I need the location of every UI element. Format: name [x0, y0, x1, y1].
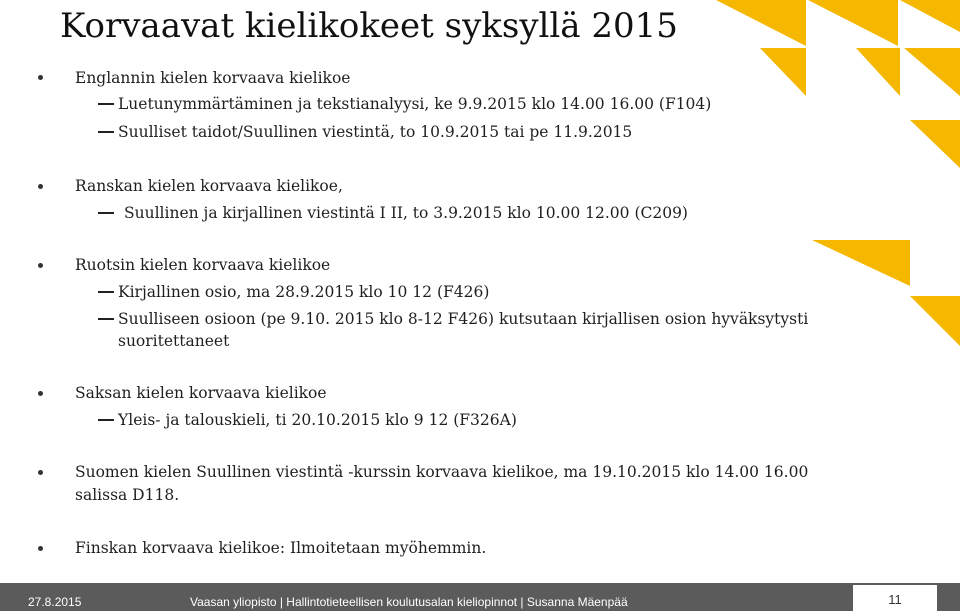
list-item: Yleis- ja talouskieli, ti 20.10.2015 klo 9 12 (F326A) [118, 411, 517, 429]
page-number: 11 [888, 592, 902, 607]
triangle-decoration [904, 48, 960, 96]
triangle-decoration [760, 48, 806, 96]
triangle-decoration [808, 0, 898, 46]
footer-date: 27.8.2015 [28, 595, 82, 609]
list-item: Ruotsin kielen korvaava kielikoe [75, 256, 331, 274]
triangle-decoration [856, 48, 900, 96]
footer-text: Vaasan yliopisto | Hallintotieteellisen koulutusalan kieliopinnot | Susanna Mäenpää [190, 595, 628, 609]
list-item: Suulliseen osioon (pe 9.10. 2015 klo 8-12 F426) kutsutaan kirjallisen osion hyväksytysti [118, 310, 809, 328]
list-item: Kirjallinen osio, ma 28.9.2015 klo 10 12 (F426) [118, 283, 490, 301]
list-item: Luetunymmärtäminen ja tekstianalyysi, ke 9.9.2015 klo 14.00 16.00 (F104) [118, 95, 712, 113]
list-item: Englannin kielen korvaava kielikoe [75, 69, 351, 87]
triangle-decoration [812, 240, 910, 286]
list-item: Suomen kielen Suullinen viestintä -kurssin korvaava kielikoe, ma 19.10.2015 klo 14.00 16.00 [75, 463, 809, 481]
list-item: Finskan korvaava kielikoe: Ilmoitetaan myöhemmin. [75, 539, 487, 557]
list-item: Suulliset taidot/Suullinen viestintä, to 10.9.2015 tai pe 11.9.2015 [118, 123, 633, 141]
triangle-decoration [716, 0, 806, 46]
list-item-continuation: salissa D118. [75, 486, 180, 504]
triangle-decoration [910, 120, 960, 168]
triangle-decoration [910, 296, 960, 346]
list-item: Suullinen ja kirjallinen viestintä I II, to 3.9.2015 klo 10.00 12.00 (C209) [124, 204, 688, 222]
list-item-continuation: suoritettaneet [118, 332, 230, 350]
list-item: Ranskan kielen korvaava kielikoe, [75, 177, 343, 195]
slide-title: Korvaavat kielikokeet syksyllä 2015 [60, 6, 678, 46]
page-number-box [853, 585, 937, 611]
triangle-decoration [900, 0, 960, 32]
list-item: Saksan kielen korvaava kielikoe [75, 384, 327, 402]
footer-bar [0, 583, 960, 611]
